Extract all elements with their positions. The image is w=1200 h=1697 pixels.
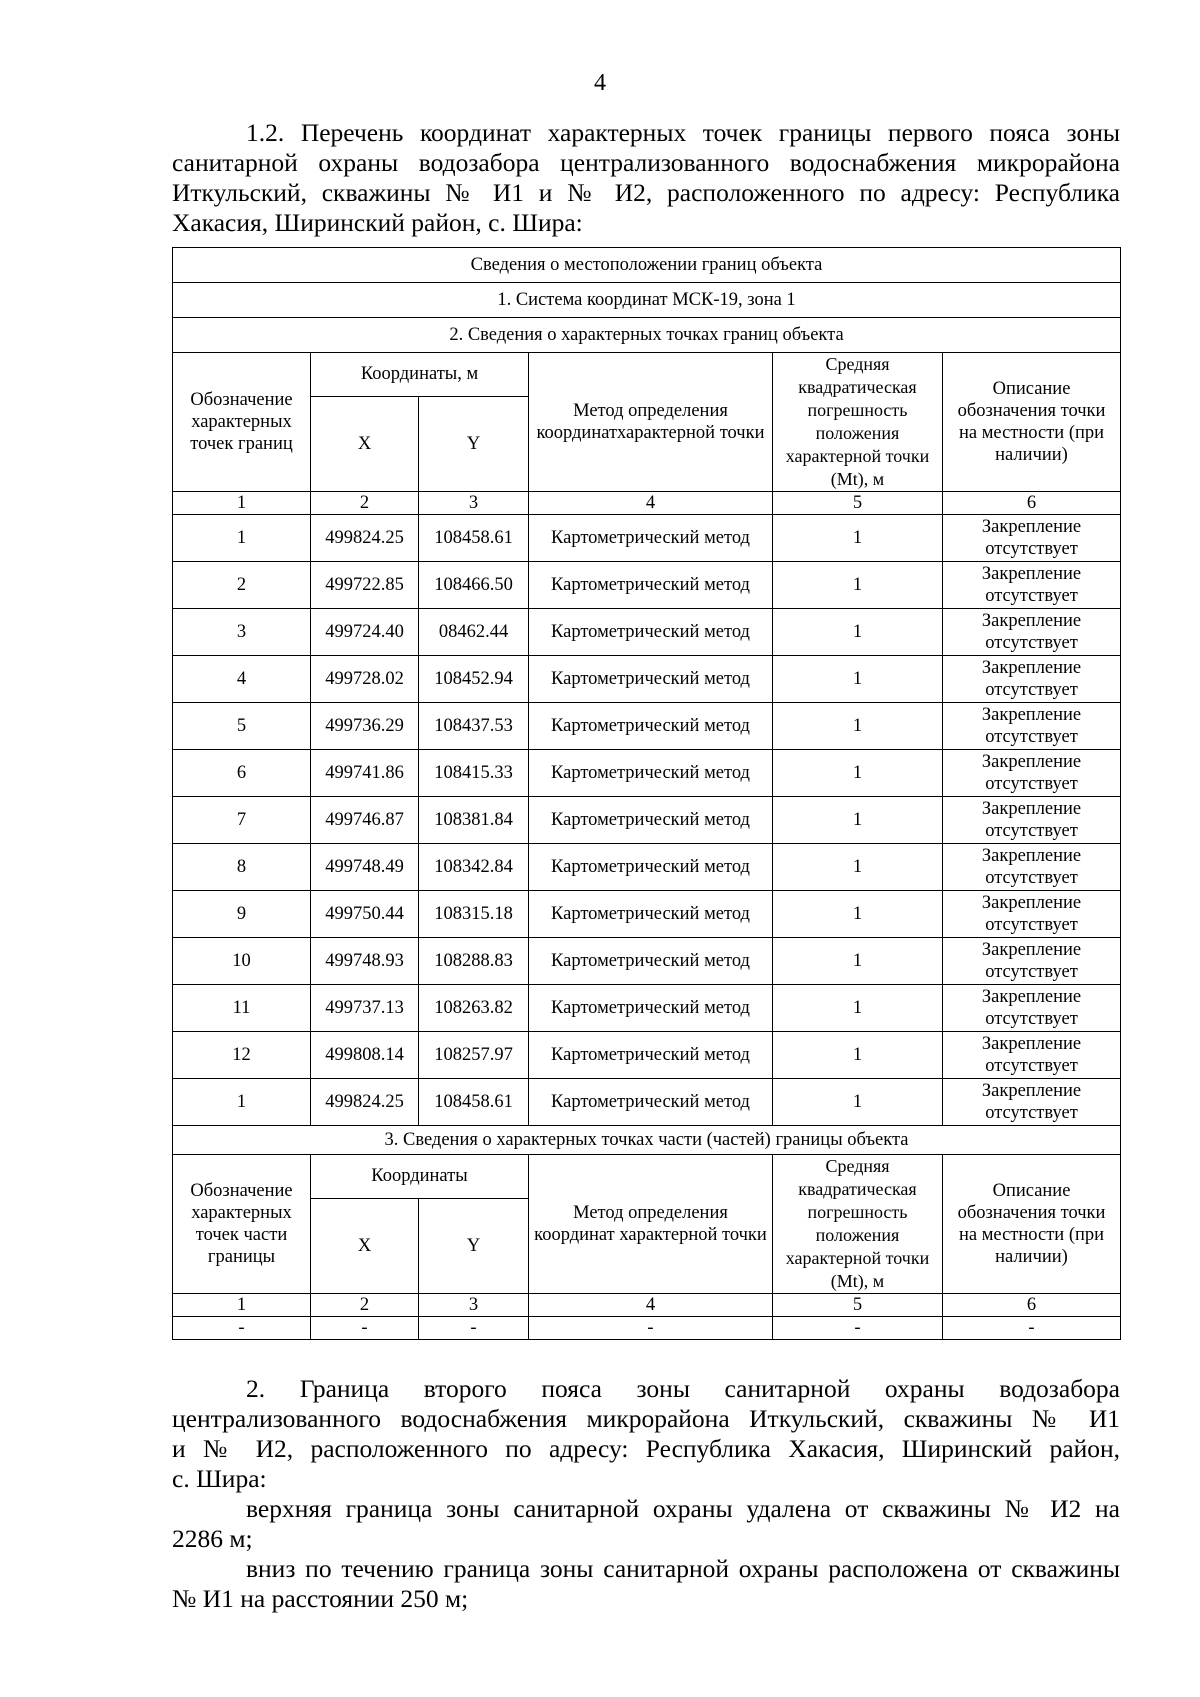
coord-x: 499724.40 xyxy=(311,609,419,656)
header-y: Y xyxy=(419,396,529,491)
intro-line: Хакасия, Ширинский район, с. Шира: xyxy=(172,208,583,237)
point-number: 3 xyxy=(173,609,311,656)
method: Картометрический метод xyxy=(529,515,773,562)
coord-y: 108381.84 xyxy=(419,797,529,844)
point-description: Закрепление отсутствует xyxy=(943,609,1121,656)
table-row xyxy=(173,750,1121,797)
dash-cell: - xyxy=(773,1317,943,1340)
coord-y: 108466.50 xyxy=(419,562,529,609)
point-number: 4 xyxy=(173,656,311,703)
col-number: 5 xyxy=(773,492,943,515)
header2-y: Y xyxy=(419,1198,529,1293)
dash-cell: - xyxy=(419,1317,529,1340)
mt-error: 1 xyxy=(773,609,943,656)
header-coords: Координаты, м xyxy=(311,353,529,397)
page-number: 4 xyxy=(594,70,606,96)
col-number: 1 xyxy=(173,1294,311,1317)
header2-error: Средняя квадратическая погрешность положения характерной точки (Mt), м xyxy=(773,1155,943,1294)
point-description: Закрепление отсутствует xyxy=(943,1079,1121,1126)
method: Картометрический метод xyxy=(529,656,773,703)
method: Картометрический метод xyxy=(529,938,773,985)
table-row xyxy=(173,1032,1121,1079)
mt-error: 1 xyxy=(773,985,943,1032)
section2-line: централизованного водоснабжения микрорайона Иткульский, скважины № И1 xyxy=(172,1404,1120,1433)
table-row xyxy=(173,938,1121,985)
dash-cell: - xyxy=(943,1317,1121,1340)
section2-line: верхняя граница зоны санитарной охраны удалена от скважины № И2 на xyxy=(246,1494,1120,1523)
coord-y: 108437.53 xyxy=(419,703,529,750)
method: Картометрический метод xyxy=(529,609,773,656)
col-number: 6 xyxy=(943,492,1121,515)
coord-x: 499750.44 xyxy=(311,891,419,938)
point-number: 1 xyxy=(173,515,311,562)
point-number: 5 xyxy=(173,703,311,750)
coord-x: 499748.49 xyxy=(311,844,419,891)
mt-error: 1 xyxy=(773,891,943,938)
dash-cell: - xyxy=(529,1317,773,1340)
coord-y: 108342.84 xyxy=(419,844,529,891)
point-description: Закрепление отсутствует xyxy=(943,891,1121,938)
coord-y: 108257.97 xyxy=(419,1032,529,1079)
table-row xyxy=(173,515,1121,562)
point-description: Закрепление отсутствует xyxy=(943,1032,1121,1079)
point-number: 12 xyxy=(173,1032,311,1079)
point-number: 11 xyxy=(173,985,311,1032)
intro-line: санитарной охраны водозабора централизованного водоснабжения микрорайона xyxy=(172,148,1120,177)
method: Картометрический метод xyxy=(529,703,773,750)
point-description: Закрепление отсутствует xyxy=(943,515,1121,562)
coordinates-table xyxy=(172,247,1121,1340)
mt-error: 1 xyxy=(773,1079,943,1126)
col-number: 2 xyxy=(311,1294,419,1317)
coord-y: 108315.18 xyxy=(419,891,529,938)
point-description: Закрепление отсутствует xyxy=(943,656,1121,703)
coord-x: 499736.29 xyxy=(311,703,419,750)
section2-line: вниз по течению граница зоны санитарной охраны расположена от скважины xyxy=(246,1554,1120,1583)
header-point-label: Обозначение характерных точек границ xyxy=(173,353,311,492)
point-description: Закрепление отсутствует xyxy=(943,797,1121,844)
section2-line: 2286 м; xyxy=(172,1524,253,1553)
header2-method: Метод определения координат характерной точки xyxy=(529,1155,773,1294)
point-description: Закрепление отсутствует xyxy=(943,750,1121,797)
col-number: 6 xyxy=(943,1294,1121,1317)
header2-x: X xyxy=(311,1198,419,1293)
coord-x: 499722.85 xyxy=(311,562,419,609)
header2-coords: Координаты xyxy=(311,1155,529,1199)
coord-y: 108415.33 xyxy=(419,750,529,797)
mt-error: 1 xyxy=(773,938,943,985)
col-number: 1 xyxy=(173,492,311,515)
point-description: Закрепление отсутствует xyxy=(943,938,1121,985)
table-title: Сведения о местоположении границ объекта xyxy=(173,248,1121,283)
intro-paragraph xyxy=(172,118,1120,238)
dash-cell: - xyxy=(311,1317,419,1340)
header-error: Средняя квадратическая погрешность положения характерной точки (Mt), м xyxy=(773,353,943,492)
point-number: 2 xyxy=(173,562,311,609)
coord-y: 108263.82 xyxy=(419,985,529,1032)
section2-line: № И1 на расстоянии 250 м; xyxy=(172,1584,469,1613)
method: Картометрический метод xyxy=(529,1079,773,1126)
coordinate-system: 1. Система координат МСК-19, зона 1 xyxy=(173,283,1121,318)
point-number: 9 xyxy=(173,891,311,938)
section2-line: и № И2, расположенного по адресу: Республика Хакасия, Ширинский район, xyxy=(172,1434,1120,1463)
coord-x: 499746.87 xyxy=(311,797,419,844)
point-description: Закрепление отсутствует xyxy=(943,985,1121,1032)
col-number: 4 xyxy=(529,492,773,515)
table-row xyxy=(173,656,1121,703)
method: Картометрический метод xyxy=(529,1032,773,1079)
col-number: 2 xyxy=(311,492,419,515)
method: Картометрический метод xyxy=(529,562,773,609)
header-method: Метод определения координатхарактерной точки xyxy=(529,353,773,492)
intro-line: 1.2. Перечень координат характерных точек границы первого пояса зоны xyxy=(246,118,1120,147)
point-description: Закрепление отсутствует xyxy=(943,703,1121,750)
coord-x: 499824.25 xyxy=(311,1079,419,1126)
header-description: Описание обозначения точки на местности (при наличии) xyxy=(943,353,1121,492)
dash-cell: - xyxy=(173,1317,311,1340)
header-x: X xyxy=(311,396,419,491)
mt-error: 1 xyxy=(773,844,943,891)
section3-title: 3. Сведения о характерных точках части (частей) границы объекта xyxy=(173,1126,1121,1155)
point-description: Закрепление отсутствует xyxy=(943,562,1121,609)
point-number: 10 xyxy=(173,938,311,985)
method: Картометрический метод xyxy=(529,985,773,1032)
point-number: 8 xyxy=(173,844,311,891)
section2-title: 2. Сведения о характерных точках границ объекта xyxy=(173,318,1121,353)
section2-paragraph xyxy=(172,1374,1120,1614)
method: Картометрический метод xyxy=(529,750,773,797)
table-row xyxy=(173,703,1121,750)
method: Картометрический метод xyxy=(529,891,773,938)
point-description: Закрепление отсутствует xyxy=(943,844,1121,891)
table-row xyxy=(173,985,1121,1032)
col-number: 3 xyxy=(419,1294,529,1317)
table-row xyxy=(173,844,1121,891)
coord-y: 108458.61 xyxy=(419,515,529,562)
method: Картометрический метод xyxy=(529,844,773,891)
col-number: 4 xyxy=(529,1294,773,1317)
col-number: 3 xyxy=(419,492,529,515)
mt-error: 1 xyxy=(773,703,943,750)
col-number: 5 xyxy=(773,1294,943,1317)
coord-x: 499824.25 xyxy=(311,515,419,562)
coord-y: 108452.94 xyxy=(419,656,529,703)
table-row xyxy=(173,562,1121,609)
coord-y: 108288.83 xyxy=(419,938,529,985)
mt-error: 1 xyxy=(773,1032,943,1079)
coord-x: 499728.02 xyxy=(311,656,419,703)
section2-line: 2. Граница второго пояса зоны санитарной охраны водозабора xyxy=(246,1374,1120,1403)
point-number: 6 xyxy=(173,750,311,797)
mt-error: 1 xyxy=(773,656,943,703)
mt-error: 1 xyxy=(773,797,943,844)
coord-x: 499808.14 xyxy=(311,1032,419,1079)
mt-error: 1 xyxy=(773,515,943,562)
coord-y: 108458.61 xyxy=(419,1079,529,1126)
header2-point-label: Обозначение характерных точек части границы xyxy=(173,1155,311,1294)
coord-x: 499737.13 xyxy=(311,985,419,1032)
mt-error: 1 xyxy=(773,750,943,797)
table-row xyxy=(173,891,1121,938)
coord-y: 08462.44 xyxy=(419,609,529,656)
coord-x: 499741.86 xyxy=(311,750,419,797)
header2-description: Описание обозначения точки на местности (при наличии) xyxy=(943,1155,1121,1294)
table-row xyxy=(173,797,1121,844)
intro-line: Иткульский, скважины № И1 и № И2, расположенного по адресу: Республика xyxy=(172,178,1120,207)
coord-x: 499748.93 xyxy=(311,938,419,985)
method: Картометрический метод xyxy=(529,797,773,844)
mt-error: 1 xyxy=(773,562,943,609)
table-row xyxy=(173,1079,1121,1126)
section2-line: с. Шира: xyxy=(172,1464,267,1493)
point-number: 1 xyxy=(173,1079,311,1126)
data-rows xyxy=(173,515,1121,1126)
point-number: 7 xyxy=(173,797,311,844)
table-row xyxy=(173,609,1121,656)
